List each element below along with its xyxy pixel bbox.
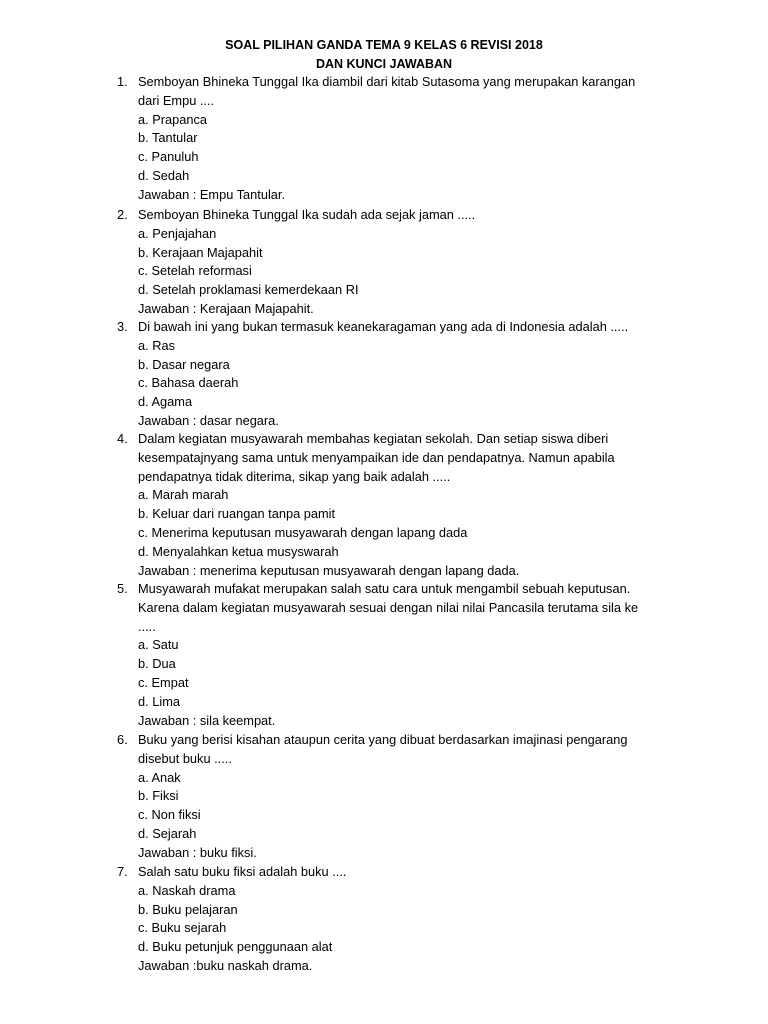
question-1 bbox=[117, 73, 652, 205]
question-number: 3. bbox=[117, 319, 128, 334]
option-d: d. Agama bbox=[138, 394, 193, 410]
option-c: c. Empat bbox=[138, 674, 189, 690]
option-a: a. Prapanca bbox=[138, 111, 208, 127]
option-c: c. Setelah reformasi bbox=[138, 263, 252, 279]
option-c: c. Buku sejarah bbox=[138, 920, 227, 936]
question-number: 7. bbox=[117, 864, 128, 879]
question-text: Musyawarah mufakat merupakan salah satu cara untuk mengambil sebuah keputusan. Karena dalam kegiatan musyawarah sesuai dengan nilai nilai Pancasila terutama sila ke ..... bbox=[138, 581, 639, 634]
question-text: Salah satu buku fiksi adalah buku .... bbox=[138, 864, 347, 879]
question-number: 5. bbox=[117, 581, 128, 596]
option-c: c. Bahasa daerah bbox=[138, 375, 239, 391]
option-b: b. Tantular bbox=[138, 130, 198, 146]
document-title: SOAL PILIHAN GANDA TEMA 9 KELAS 6 REVISI 2018 bbox=[225, 38, 543, 52]
option-b: b. Buku pelajaran bbox=[138, 901, 238, 917]
answer-key: Jawaban : Kerajaan Majapahit. bbox=[138, 300, 314, 316]
question-6 bbox=[117, 731, 652, 863]
option-a: a. Ras bbox=[138, 337, 175, 353]
question-number: 4. bbox=[117, 431, 128, 446]
question-text: Semboyan Bhineka Tunggal Ika sudah ada sejak jaman ..... bbox=[138, 207, 476, 222]
question-text: Semboyan Bhineka Tunggal Ika diambil dari kitab Sutasoma yang merupakan karangan dari Empu .... bbox=[138, 74, 636, 108]
option-d: d. Sejarah bbox=[138, 825, 197, 841]
option-a: a. Naskah drama bbox=[138, 882, 236, 898]
question-text: Buku yang berisi kisahan ataupun cerita yang dibuat berdasarkan imajinasi pengarang disebut buku ..... bbox=[138, 732, 628, 766]
option-c: c. Non fiksi bbox=[138, 807, 201, 823]
option-b: b. Dua bbox=[138, 656, 176, 672]
question-7 bbox=[117, 863, 652, 976]
option-b: b. Dasar negara bbox=[138, 356, 230, 372]
option-b: b. Keluar dari ruangan tanpa pamit bbox=[138, 506, 336, 522]
answer-key: Jawaban : Empu Tantular. bbox=[138, 186, 286, 202]
option-a: a. Marah marah bbox=[138, 487, 229, 503]
answer-key: Jawaban : sila keempat. bbox=[138, 712, 276, 728]
option-d: d. Menyalahkan ketua musyswarah bbox=[138, 543, 339, 559]
question-text: Di bawah ini yang bukan termasuk keanekaragaman yang ada di Indonesia adalah ..... bbox=[138, 319, 629, 334]
document-subtitle: DAN KUNCI JAWABAN bbox=[315, 57, 453, 71]
question-4 bbox=[117, 430, 652, 580]
option-b: b. Kerajaan Majapahit bbox=[138, 244, 263, 260]
option-a: a. Anak bbox=[138, 769, 181, 785]
option-c: c. Panuluh bbox=[138, 149, 199, 165]
answer-key: Jawaban : buku fiksi. bbox=[138, 844, 257, 860]
option-a: a. Satu bbox=[138, 637, 179, 653]
answer-key: Jawaban : dasar negara. bbox=[138, 412, 279, 428]
option-d: d. Buku petunjuk penggunaan alat bbox=[138, 939, 333, 955]
question-number: 6. bbox=[117, 732, 128, 747]
option-d: d. Setelah proklamasi kemerdekaan RI bbox=[138, 282, 359, 298]
answer-key: Jawaban :buku naskah drama. bbox=[138, 957, 313, 973]
option-b: b. Fiksi bbox=[138, 788, 179, 804]
question-text: Dalam kegiatan musyawarah membahas kegiatan sekolah. Dan setiap siswa diberi kesempatajnyang sama untuk menyampaikan ide dan pendapatnya. Namun apabila pendapatnya tidak diterima, sikap yang baik adalah ..... bbox=[138, 431, 615, 484]
option-a: a. Penjajahan bbox=[138, 225, 217, 241]
question-number: 1. bbox=[117, 74, 128, 89]
question-5 bbox=[117, 580, 652, 730]
option-d: d. Lima bbox=[138, 693, 180, 709]
question-3 bbox=[117, 318, 652, 431]
option-c: c. Menerima keputusan musyawarah dengan lapang dada bbox=[138, 524, 468, 540]
answer-key: Jawaban : menerima keputusan musyawarah dengan lapang dada. bbox=[138, 562, 520, 578]
question-number: 2. bbox=[117, 207, 128, 222]
question-2 bbox=[117, 206, 652, 319]
option-d: d. Sedah bbox=[138, 167, 190, 183]
